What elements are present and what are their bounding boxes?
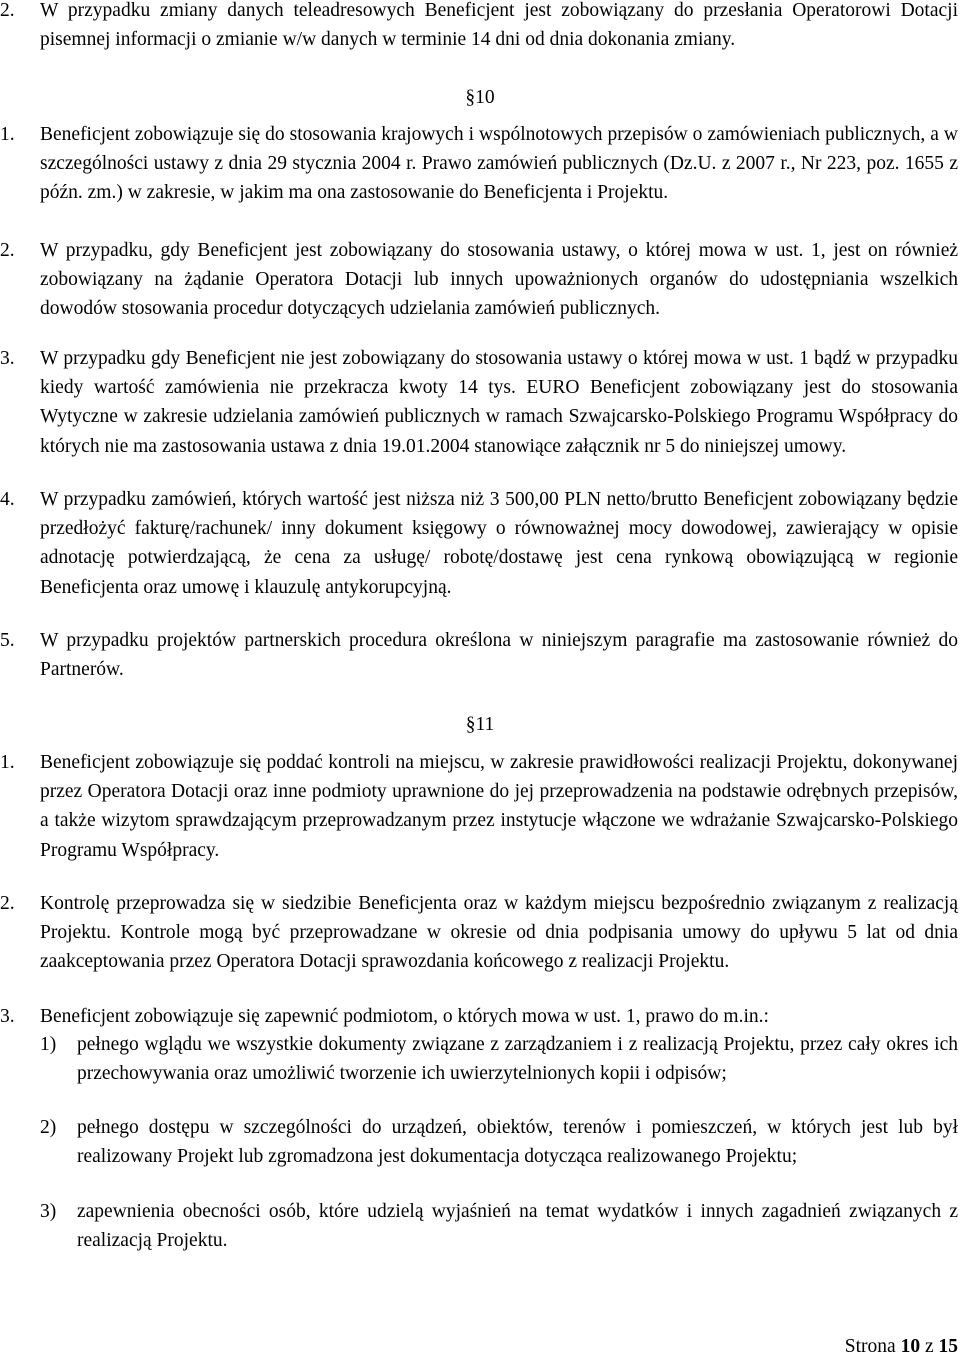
- item-number: 1.: [0, 124, 15, 145]
- list-item: [0, 120, 960, 208]
- item-text: W przypadku zmiany danych teleadresowych Beneficjent jest zobowiązany do przesłania Operatorowi Dotacji pisemnej informacji o zmianie w/w danych w terminie 14 dni od dnia dokonania zmiany.: [40, 0, 958, 51]
- list-item: [0, 889, 960, 977]
- subitem-number: 1): [40, 1034, 57, 1055]
- item-number: 2.: [0, 0, 15, 21]
- item-text: W przypadku projektów partnerskich procedura określona w niniejszym paragrafie ma zastosowanie również do Partnerów.: [40, 630, 958, 681]
- item-text: Beneficjent zobowiązuje się zapewnić podmiotom, o których mowa w ust. 1, prawo do m.in.:: [40, 1006, 769, 1027]
- item-text: Beneficjent zobowiązuje się poddać kontroli na miejscu, w zakresie prawidłowości realizacji Projektu, dokonywanej przez Operatora Dotacji oraz inne podmioty uprawnione do jej przeprowadzenia na podstawie odrębnych przepisów, a także wizytom sprawdzającym przeprowadzanym przez instytucje włączone we wdrażanie Szwajcarsko-Polskiego Programu Współpracy.: [40, 752, 958, 861]
- subitem-text: pełnego wglądu we wszystkie dokumenty związane z zarządzaniem i z realizacją Projektu, przez cały okres ich przechowywania oraz umożliwić tworzenie ich uwierzytelnionych kopii i odpisów;: [77, 1034, 958, 1085]
- item-number: 5.: [0, 630, 15, 651]
- section-heading-10: §10: [465, 87, 495, 108]
- footer-page-number: 10: [900, 1336, 921, 1357]
- footer-prefix: Strona: [844, 1336, 896, 1357]
- item-number: 2.: [0, 893, 15, 914]
- item-text: W przypadku zamówień, których wartość jest niższa niż 3 500,00 PLN netto/brutto Beneficjent zobowiązany będzie przedłożyć fakturę/rachunek/ inny dokument księgowy o równoważnej mocy dowodowej, zawierający w opisie adnotację potwierdzającą, że cena za usługę/ robotę/dostawę jest cena rynkową obowiązującą w regionie Beneficjenta oraz umowę i klauzulę antykorupcyjną.: [40, 489, 958, 598]
- footer-total-pages: 15: [938, 1336, 958, 1357]
- list-item: [0, 748, 960, 865]
- item-number: 3.: [0, 348, 15, 369]
- page-footer: [845, 1332, 958, 1361]
- footer-of: z: [924, 1336, 934, 1357]
- list-item: [0, 236, 960, 324]
- sub-list-item: [40, 1113, 958, 1171]
- list-item: [0, 344, 960, 461]
- sub-list-item: [40, 1030, 958, 1088]
- subitem-number: 3): [40, 1201, 57, 1222]
- item-number: 4.: [0, 489, 15, 510]
- list-item: [0, 1002, 960, 1031]
- item-text: Kontrolę przeprowadza się w siedzibie Beneficjenta oraz w każdym miejscu bezpośrednio związanym z realizacją Projektu. Kontrole mogą być przeprowadzane w okresie od dnia podpisania umowy do upływu 5 lat od dnia zaakceptowania przez Operatora Dotacji sprawozdania końcowego z realizacji Projektu.: [40, 893, 958, 973]
- item-text: W przypadku gdy Beneficjent nie jest zobowiązany do stosowania ustawy o której mowa w ust. 1 bądź w przypadku kiedy wartość zamówienia nie przekracza kwoty 14 tys. EURO Beneficjent zobowiązany jest do stosowania Wytyczne w zakresie udzielania zamówień publicznych w ramach Szwajcarsko-Polskiego Programu Współpracy do których nie ma zastosowania ustawa z dnia 19.01.2004 stanowiące załącznik nr 5 do niniejszej umowy.: [40, 348, 958, 457]
- subitem-text: zapewnienia obecności osób, które udzielą wyjaśnień na temat wydatków i innych zagadnień związanych z realizacją Projektu.: [77, 1201, 958, 1252]
- item-number: 1.: [0, 752, 15, 773]
- list-item: [0, 485, 960, 602]
- subitem-number: 2): [40, 1117, 57, 1138]
- sub-list-item: [40, 1197, 958, 1255]
- item-number: 3.: [0, 1006, 15, 1027]
- list-item: [0, 626, 960, 684]
- item-text: W przypadku, gdy Beneficjent jest zobowiązany do stosowania ustawy, o której mowa w ust. 1, jest on również zobowiązany na żądanie Operatora Dotacji lub innych upoważnionych organów do udostępniania wszelkich dowodów stosowania procedur dotyczących udzielania zamówień publicznych.: [40, 240, 958, 320]
- subitem-text: pełnego dostępu w szczególności do urządzeń, obiektów, terenów i pomieszczeń, w których jest lub był realizowany Projekt lub zgromadzona jest dokumentacja dotycząca realizowanego Projektu;: [77, 1117, 958, 1168]
- list-item: [0, 0, 960, 54]
- item-number: 2.: [0, 240, 15, 261]
- section-heading-11: §11: [465, 714, 495, 735]
- item-text: Beneficjent zobowiązuje się do stosowania krajowych i wspólnotowych przepisów o zamówieniach publicznych, a w szczególności ustawy z dnia 29 stycznia 2004 r. Prawo zamówień publicznych (Dz.U. z 2007 r., Nr 223, poz. 1655 z późn. zm.) w zakresie, w jakim ma ona zastosowanie do Beneficjenta i Projektu.: [40, 124, 958, 204]
